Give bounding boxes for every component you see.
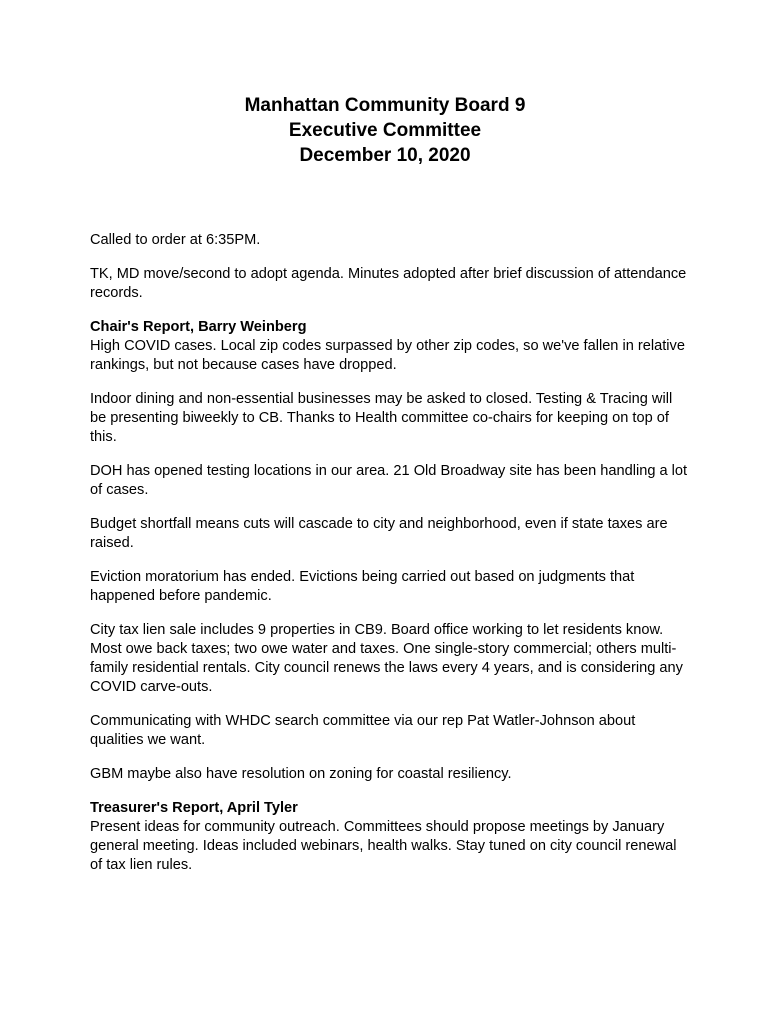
covid-cases-paragraph: High COVID cases. Local zip codes surpassed by other zip codes, so we've fallen in relative rankings, but not because cases have dropped. <box>90 338 685 373</box>
tax-lien-paragraph: City tax lien sale includes 9 properties in CB9. Board office working to let residents know. Most owe back taxes; two owe water and taxes. One single-story commercial; others multi-family residential rentals. City council renews the laws every 4 years, and is considering any COVID carve-outs. <box>90 622 683 695</box>
chairs-report-heading: Chair's Report, Barry Weinberg <box>90 319 307 335</box>
indoor-dining-paragraph: Indoor dining and non-essential businesses may be asked to closed. Testing & Tracing will be presenting biweekly to CB. Thanks to Health committee co-chairs for keeping on top of this. <box>90 391 673 445</box>
gbm-resolution-paragraph: GBM maybe also have resolution on zoning for coastal resiliency. <box>90 766 512 782</box>
eviction-moratorium-paragraph: Eviction moratorium has ended. Evictions being carried out based on judgments that happened before pandemic. <box>90 569 635 604</box>
call-to-order-paragraph: Called to order at 6:35PM. <box>90 232 261 248</box>
treasurers-report-heading: Treasurer's Report, April Tyler <box>90 800 298 816</box>
chairs-report-section <box>90 318 690 375</box>
treasurers-report-section <box>90 799 690 875</box>
minutes-body <box>90 231 690 890</box>
committee-name-title: Executive Committee <box>288 120 482 141</box>
budget-shortfall-paragraph: Budget shortfall means cuts will cascade to city and neighborhood, even if state taxes are raised. <box>90 516 668 551</box>
board-name-title: Manhattan Community Board 9 <box>244 95 526 116</box>
doh-testing-paragraph: DOH has opened testing locations in our area. 21 Old Broadway site has been handling a lot of cases. <box>90 463 688 498</box>
whdc-search-paragraph: Communicating with WHDC search committee via our rep Pat Watler-Johnson about qualities we want. <box>90 713 636 748</box>
community-outreach-paragraph: Present ideas for community outreach. Committees should propose meetings by January general meeting. Ideas included webinars, health walks. Stay tuned on city council renewal of tax lien rules. <box>90 819 677 873</box>
meeting-date-title: December 10, 2020 <box>299 145 471 166</box>
document-header <box>0 93 770 168</box>
agenda-paragraph: TK, MD move/second to adopt agenda. Minutes adopted after brief discussion of attendance records. <box>90 266 687 301</box>
